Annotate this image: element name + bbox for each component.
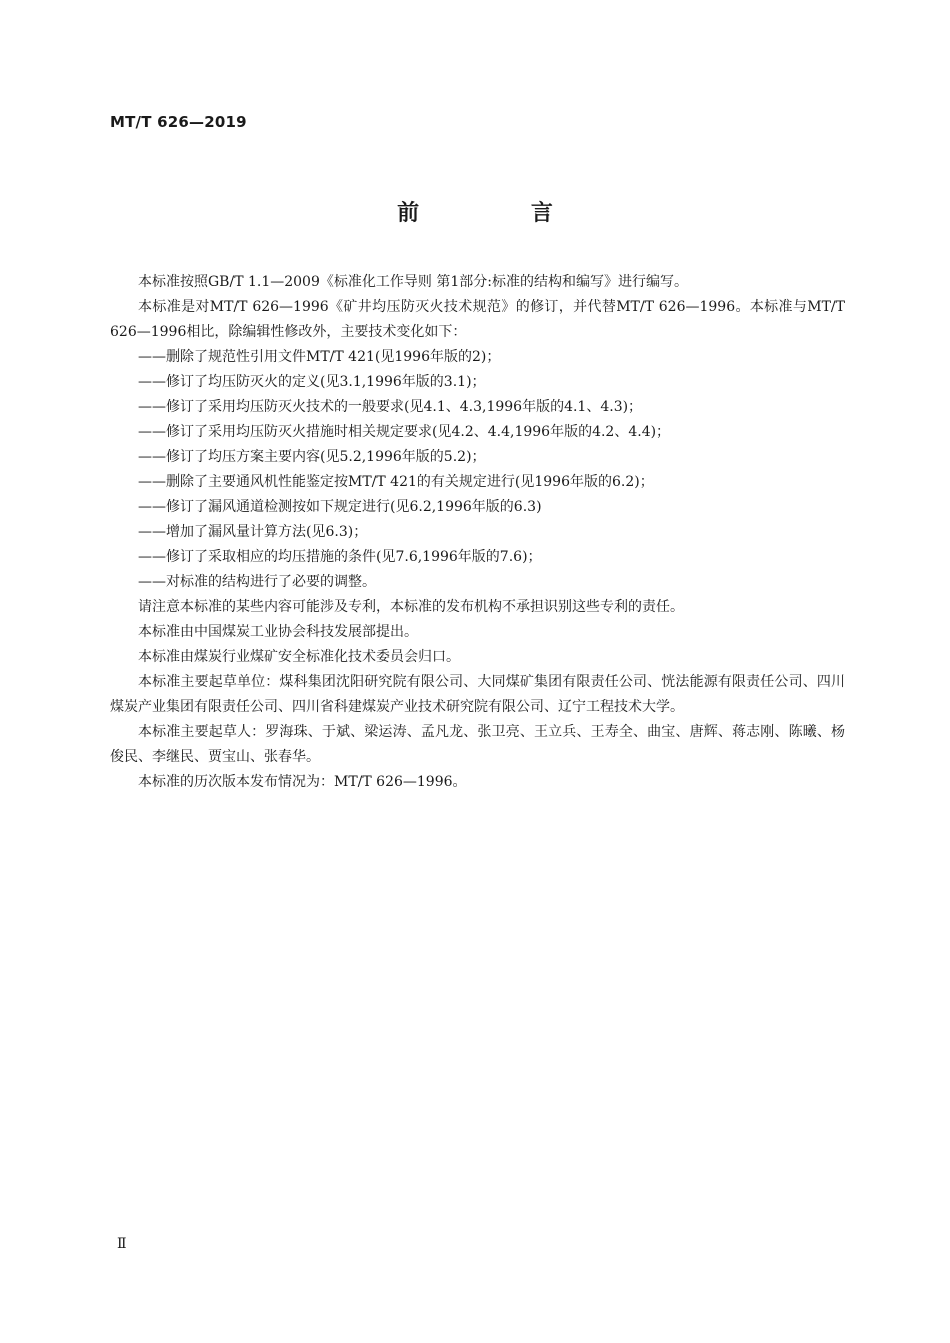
page-title: 前 言 (397, 201, 605, 226)
change-item: ——增加了漏风量计算方法(见6.3)； (138, 524, 368, 540)
change-item: ——修订了采取相应的均压措施的条件(见7.6,1996年版的7.6)； (138, 549, 542, 565)
change-item: ——修订了采用均压防灭火技术的一般要求(见4.1、4.3,1996年版的4.1、4.3)； (138, 399, 643, 415)
intro-paragraph-1: 本标准按照GB/T 1.1—2009《标准化工作导则 第1部分:标准的结构和编写》进行编写。 (138, 274, 688, 290)
change-item: ——修订了采用均压防灭火措施时相关规定要求(见4.2、4.4,1996年版的4.2、4.4)； (138, 424, 671, 440)
change-item: ——修订了漏风通道检测按如下规定进行(见6.2,1996年版的6.3) (138, 499, 542, 515)
page-number: Ⅱ (117, 1236, 127, 1252)
change-item: ——修订了均压防灭火的定义(见3.1,1996年版的3.1)； (138, 374, 486, 390)
change-item: ——对标准的结构进行了必要的调整。 (138, 574, 376, 590)
patent-notice: 请注意本标准的某些内容可能涉及专利，本标准的发布机构不承担识别这些专利的责任。 (138, 599, 684, 615)
drafting-units: 本标准主要起草单位：煤科集团沈阳研究院有限公司、大同煤矿集团有限责任公司、恍法能源有限责任公司、四川煤炭产业集团有限责任公司、四川省科建煤炭产业技术研究院有限公司、辽宁工程技术大学。 (110, 674, 845, 715)
change-item: ——修订了均压方案主要内容(见5.2,1996年版的5.2)； (138, 449, 486, 465)
change-item: ——删除了规范性引用文件MT/T 421(见1996年版的2)； (138, 349, 501, 365)
proposer-statement: 本标准由中国煤炭工业协会科技发展部提出。 (138, 624, 418, 640)
change-item: ——删除了主要通风机性能鉴定按MT/T 421的有关规定进行(见1996年版的6.2)； (138, 474, 654, 490)
edition-history: 本标准的历次版本发布情况为：MT/T 626—1996。 (138, 774, 467, 790)
changes-list (110, 345, 845, 595)
intro-paragraph-2: 本标准是对MT/T 626—1996《矿井均压防灭火技术规范》的修订，并代替MT/T 626—1996。本标准与MT/T 626—1996相比，除编辑性修改外，主要技术变化如下： (110, 299, 845, 340)
administrator-statement: 本标准由煤炭行业煤矿安全标准化技术委员会归口。 (138, 649, 460, 665)
standard-code: MT/T 626—2019 (110, 113, 247, 131)
document-body (110, 270, 845, 795)
drafters: 本标准主要起草人：罗海珠、于斌、梁运涛、孟凡龙、张卫亮、王立兵、王寿全、曲宝、唐辉、蒋志刚、陈曦、杨俊民、李继民、贾宝山、张春华。 (110, 724, 845, 765)
